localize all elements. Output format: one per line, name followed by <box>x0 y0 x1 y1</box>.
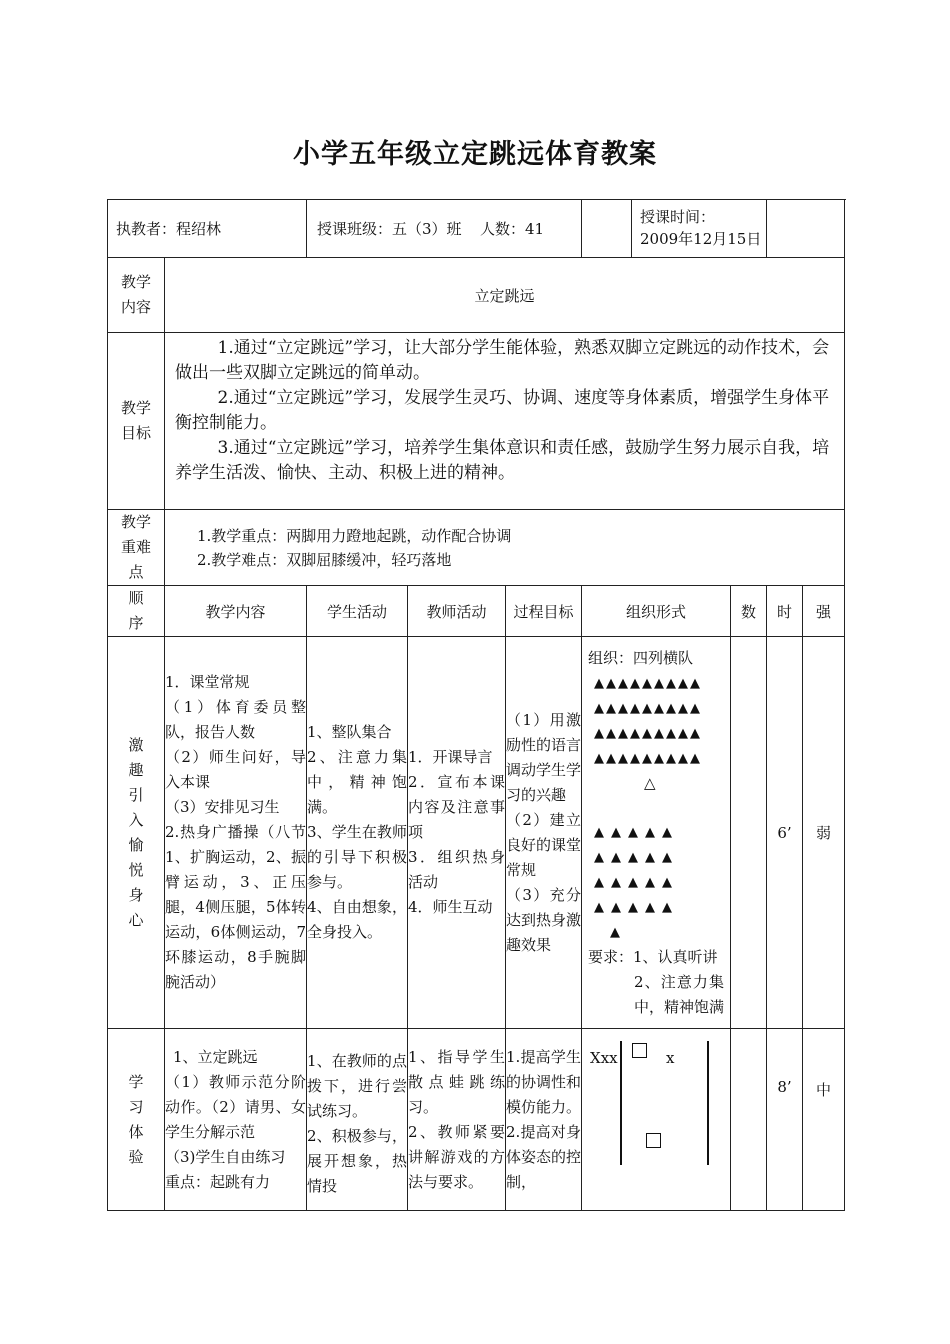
requirement-2: 2、注意力集中，精神饱满 <box>634 972 725 1016</box>
key-point-1: 1.教学重点：两脚用力蹬地起跳，动作配合协调 <box>197 526 512 545</box>
column-header-row <box>108 586 845 637</box>
student-count: 人数：41 <box>480 219 545 238</box>
row1-goal-3: （3）充分达到热身激趣效果 <box>506 885 582 954</box>
formation-title: 组织：四列横队 <box>588 648 694 667</box>
formation-row: ▲▲▲▲▲▲▲▲▲ <box>594 750 702 766</box>
row1-goal-2: （2）建立良好的课堂常规 <box>506 810 582 879</box>
row2-intensity: 中 <box>803 1029 845 1211</box>
lesson-time <box>640 206 761 250</box>
row1-student-2: 2、注意力集中，精神饱满。 <box>307 748 408 816</box>
row1-student-3: 3、学生在教师的引导下积极参与。 <box>307 823 408 891</box>
row1-goal-1: （1）用激励性的语言调动学生学习的兴趣 <box>506 710 582 804</box>
row2-student-1: 1、在教师的点拨下，进行尝试练习。 <box>307 1051 408 1120</box>
header-num: 数 <box>731 586 767 637</box>
row2-content-3: （3)学生自由练习 <box>165 1147 286 1166</box>
row1-time: 6’ <box>777 823 792 842</box>
row2-content-4: 重点：起跳有力 <box>165 1172 271 1191</box>
row1-teacher-4: 4．师生互动 <box>408 898 493 916</box>
row1-intensity: 弱 <box>803 637 845 1029</box>
row2-content-2: （1）教师示范分阶动作。（2）请男、女学生分解示范 <box>165 1072 307 1141</box>
formation-row: ▲▲▲▲▲▲▲▲▲ <box>594 675 702 691</box>
row1-student-1: 1、整队集合 <box>307 723 392 741</box>
row1-content-2: （1）体育委员整队，报告人数 <box>165 698 307 741</box>
row1-phase: 激趣引入愉悦身心 <box>128 735 144 929</box>
goal-item-1: 1.通过“立定跳远”学习，让大部分学生能体验，熟悉双脚立定跳远的动作技术，会做出一些双脚立定跳远的简单动。 <box>175 338 830 383</box>
square-marker-icon <box>632 1043 647 1058</box>
formation-single: ▲ <box>610 924 623 940</box>
header-intensity: 强 <box>803 586 845 637</box>
teacher-position-icon: △ <box>644 773 656 792</box>
formation-x-label: x <box>666 1049 675 1067</box>
goals-label: 教学目标 <box>121 399 152 442</box>
table-row <box>108 1029 845 1211</box>
table-row <box>108 637 845 1029</box>
row2-teacher-1: 1、指导学生散点蛙跳练习。 <box>408 1047 506 1116</box>
row1-teacher-2: 2．宣布本课内容及注意事项 <box>408 773 506 841</box>
row1-content-5: 2.热身广播操（八节1、扩胸运动，2、振臂运动，3、正压腿，4侧压腿，5体转运动，6体侧运动，7环膝运动，8手腕脚腕活动） <box>165 823 307 991</box>
goal-item-3: 3.通过“立定跳远”学习，培养学生集体意识和责任感，鼓励学生努力展示自我，培养学生活泼、愉快、主动、积极上进的精神。 <box>175 438 830 483</box>
requirement-1: 要求：1、认真听讲 <box>588 947 718 966</box>
row1-content-3: （2）师生问好，导入本课 <box>165 748 307 791</box>
key-point-2: 2.教学难点：双脚屈膝缓冲，轻巧落地 <box>197 550 452 569</box>
row2-student-2: 2、积极参与，展开想象，热情投 <box>307 1126 408 1195</box>
formation-diagram <box>582 1029 730 1209</box>
line-marker-icon <box>707 1041 709 1165</box>
content-value: 立定跳远 <box>474 286 535 305</box>
teacher-name: 执教者：程绍林 <box>116 219 222 238</box>
header-form: 组织形式 <box>582 586 731 637</box>
formation-left-label: Xxx <box>590 1049 618 1067</box>
formation-row: ▲▲▲▲▲▲▲▲▲ <box>594 700 702 716</box>
goals-row <box>108 333 845 510</box>
lesson-time-value: 2009年12月15日 <box>640 230 762 248</box>
formation-row: ▲▲▲▲▲ <box>594 874 680 890</box>
row1-content-4: （3）安排见习生 <box>165 798 280 816</box>
row2-phase: 学习体验 <box>128 1072 144 1166</box>
header-goal: 过程目标 <box>506 586 582 637</box>
row2-content-1: 1、立定跳远 <box>173 1047 258 1066</box>
cell-divider <box>631 199 632 257</box>
page-title: 小学五年级立定跳远体育教案 <box>293 139 657 170</box>
goal-item-2: 2.通过“立定跳远”学习，发展学生灵巧、协调、速度等身体素质，增强学生身体平衡控制能力。 <box>175 388 830 433</box>
header-teacher: 教师活动 <box>408 586 506 637</box>
row1-teacher-3: 3．组织热身活动 <box>408 848 506 891</box>
content-row <box>108 258 845 333</box>
lesson-plan-table <box>107 199 845 1211</box>
row2-goal-2: 2.提高对身体姿态的控制， <box>506 1122 582 1191</box>
square-marker-icon <box>646 1133 661 1148</box>
row1-student-4: 4、自由想象，全身投入。 <box>307 898 408 941</box>
header-student: 学生活动 <box>307 586 408 637</box>
formation-row: ▲▲▲▲▲ <box>594 824 680 840</box>
lesson-time-label: 授课时间： <box>640 208 716 226</box>
formation-row: ▲▲▲▲▲▲▲▲▲ <box>594 725 702 741</box>
header-time: 时 <box>767 586 803 637</box>
row1-content-1: 1．课堂常规 <box>165 673 250 691</box>
header-content: 教学内容 <box>165 586 307 637</box>
row1-teacher-1: 1．开课导言 <box>408 748 493 766</box>
key-points-label: 教学重难点 <box>121 513 152 581</box>
content-label: 教学内容 <box>121 273 152 316</box>
row2-time: 8’ <box>777 1078 792 1096</box>
row2-teacher-2: 2、教师紧要讲解游戏的方法与要求。 <box>408 1122 506 1191</box>
formation-row: ▲▲▲▲▲ <box>594 899 680 915</box>
class-name: 授课班级：五（3）班 <box>317 219 462 238</box>
formation-row: ▲▲▲▲▲ <box>594 849 680 865</box>
row2-goal-1: 1.提高学生的协调性和模仿能力。 <box>506 1047 582 1116</box>
key-points-row <box>108 510 845 586</box>
header-order: 顺序 <box>128 589 144 632</box>
line-marker-icon <box>620 1041 622 1165</box>
